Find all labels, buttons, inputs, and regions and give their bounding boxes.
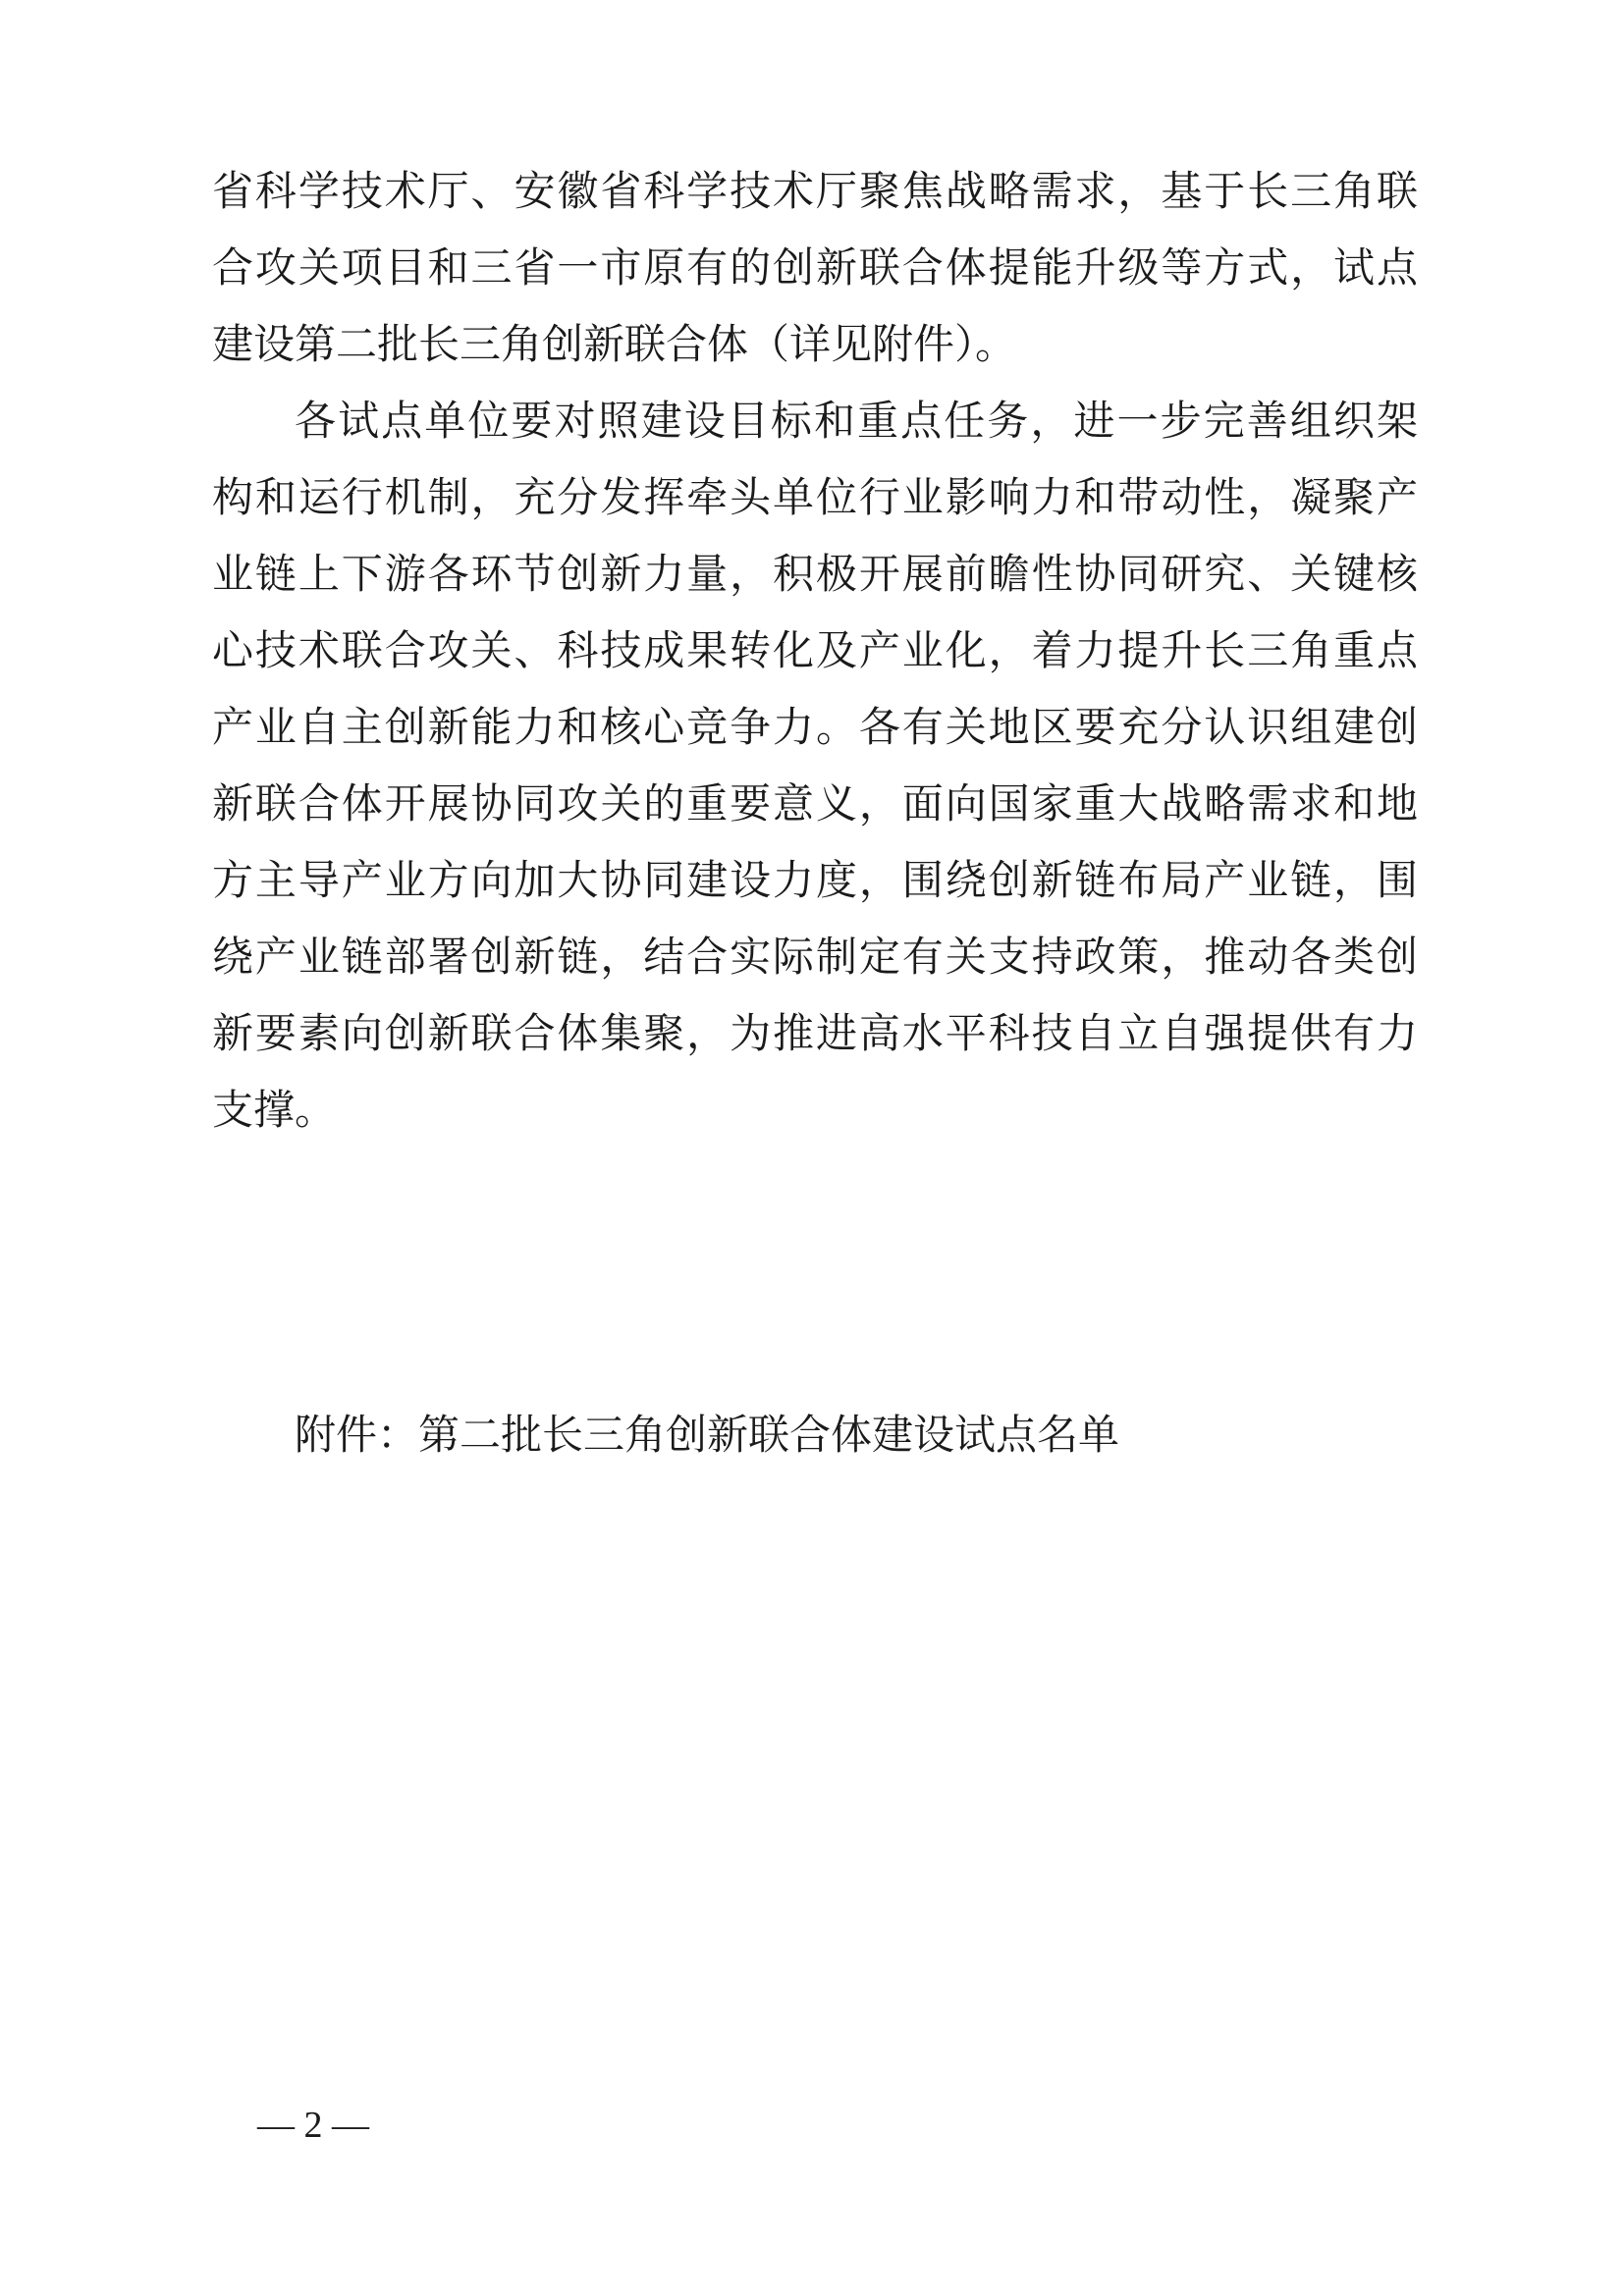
page-number: — 2 — bbox=[257, 2105, 369, 2146]
paragraph-2-line-1: 各试点单位要对照建设目标和重点任务，进一步完善组织架 bbox=[295, 397, 1418, 445]
paragraph-2-line-5: 产业自主创新能力和核心竞争力。各有关地区要充分认识组建创 bbox=[212, 703, 1418, 751]
paragraph-2-line-8: 绕产业链部署创新链，结合实际制定有关支持政策，推动各类创 bbox=[212, 933, 1418, 981]
paragraph-2-line-7: 方主导产业方向加大协同建设力度，围绕创新链布局产业链，围 bbox=[212, 856, 1418, 904]
attachment-note: 附件：第二批长三角创新联合体建设试点名单 bbox=[295, 1411, 1120, 1459]
paragraph-1-line-2: 合攻关项目和三省一市原有的创新联合体提能升级等方式，试点 bbox=[212, 243, 1418, 292]
paragraph-2-line-4: 心技术联合攻关、科技成果转化及产业化，着力提升长三角重点 bbox=[212, 626, 1418, 674]
paragraph-1-line-3: 建设第二批长三角创新联合体（详见附件）。 bbox=[212, 320, 1017, 368]
paragraph-2-line-3: 业链上下游各环节创新力量，积极开展前瞻性协同研究、关键核 bbox=[212, 550, 1418, 598]
paragraph-2-line-6: 新联合体开展协同攻关的重要意义，面向国家重大战略需求和地 bbox=[212, 779, 1418, 828]
paragraph-2-line-9: 新要素向创新联合体集聚，为推进高水平科技自立自强提供有力 bbox=[212, 1009, 1418, 1057]
paragraph-1-line-1: 省科学技术厅、安徽省科学技术厅聚焦战略需求，基于长三角联 bbox=[212, 167, 1418, 215]
paragraph-2-line-10: 支撑。 bbox=[212, 1086, 337, 1134]
paragraph-2-line-2: 构和运行机制，充分发挥牵头单位行业影响力和带动性，凝聚产 bbox=[212, 473, 1418, 521]
